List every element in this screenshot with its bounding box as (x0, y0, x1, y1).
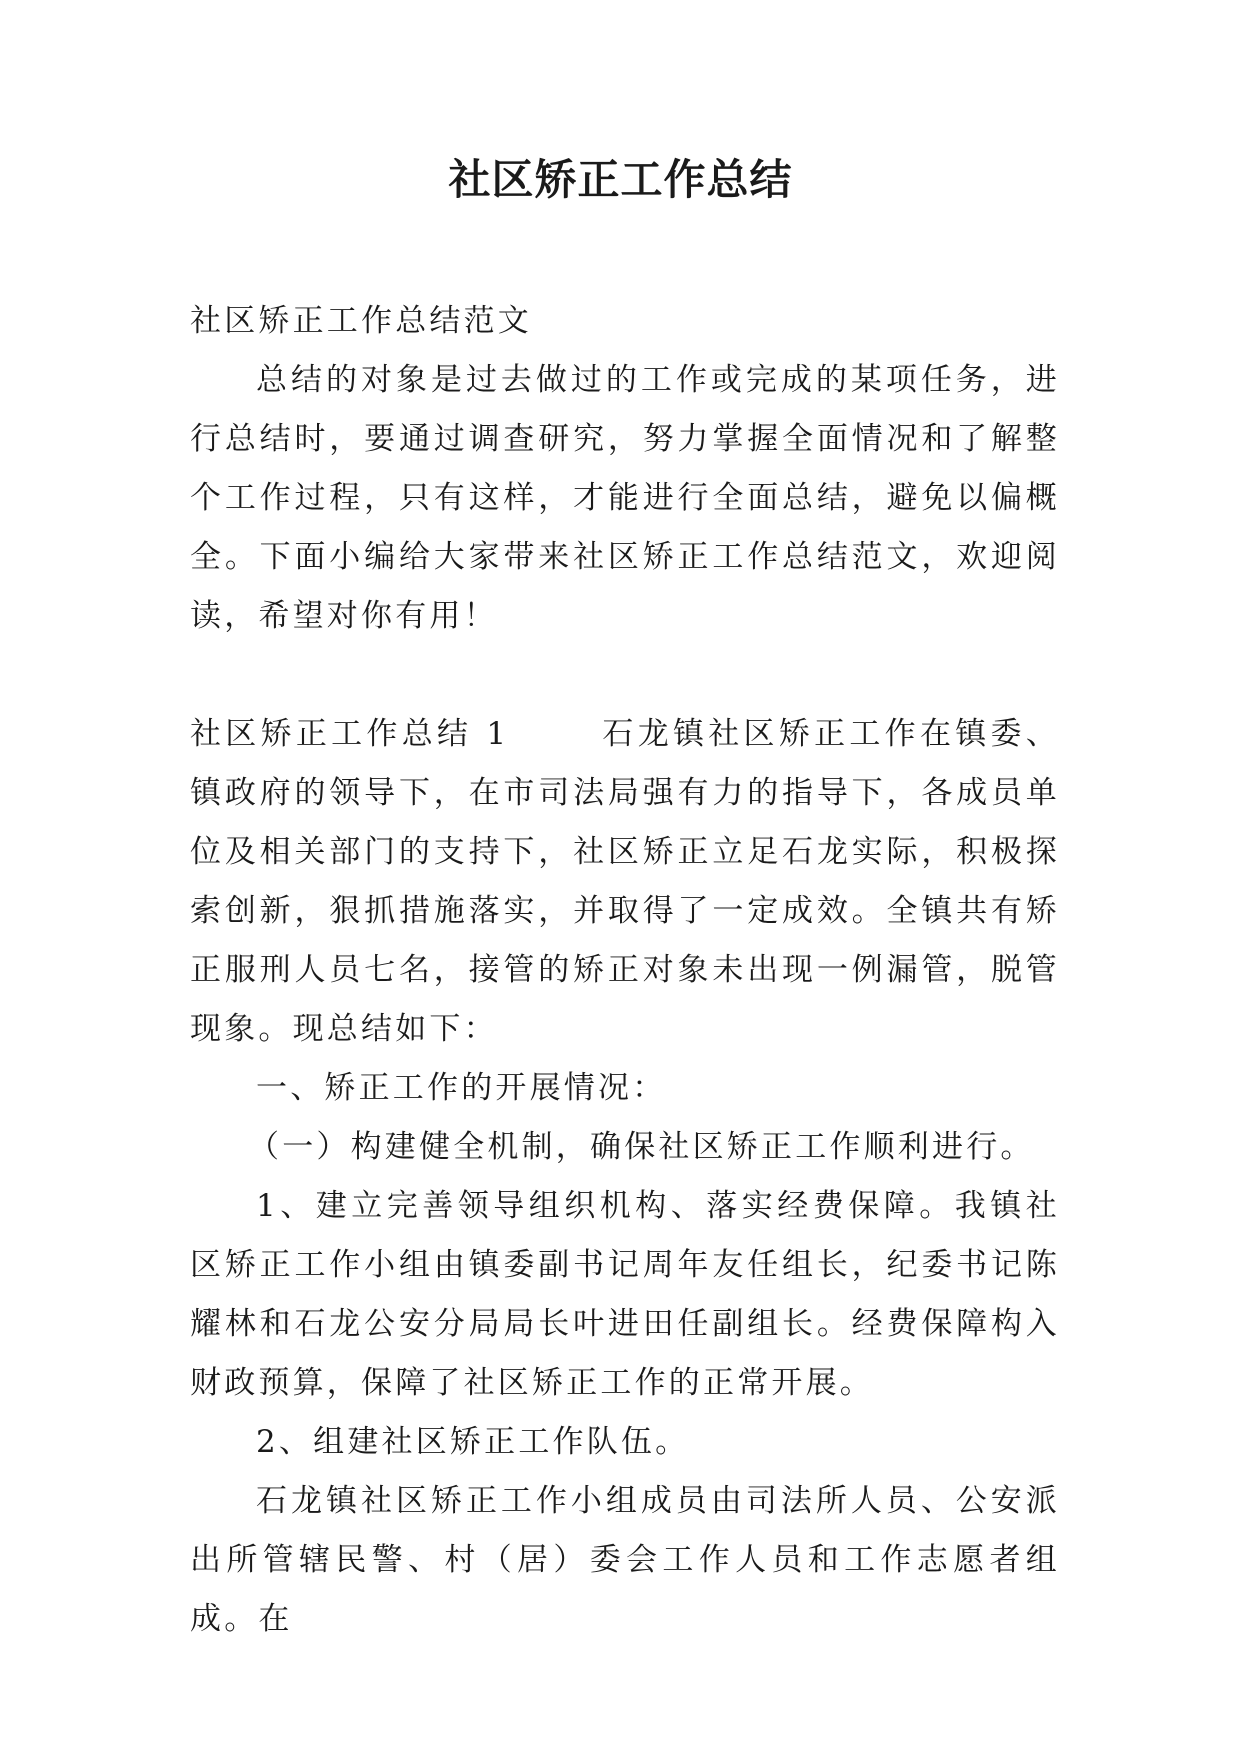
item-2-paragraph: 石龙镇社区矫正工作小组成员由司法所人员、公安派出所管辖民警、村（居）委会工作人员和工作志愿者组成。在 (190, 1483, 1060, 1637)
document-subtitle: 社区矫正工作总结范文 (190, 303, 532, 339)
intro-paragraph: 总结的对象是过去做过的工作或完成的某项任务，进行总结时，要通过调查研究，努力掌握全面情况和了解整个工作过程，只有这样，才能进行全面总结，避免以偏概全。下面小编给大家带来社区矫正工作总结范文，欢迎阅读，希望对你有用！ (190, 362, 1060, 634)
document-body (190, 292, 1060, 1649)
section-1-body: 石龙镇社区矫正工作在镇委、镇政府的领导下，在市司法局强有力的指导下，各成员单位及相关部门的支持下，社区矫正立足石龙实际，积极探索创新，狠抓措施落实，并取得了一定成效。全镇共有矫正服刑人员七名，接管的矫正对象未出现一例漏管，脱管现象。现总结如下： (190, 716, 1060, 1047)
section-1-paragraph (190, 705, 1060, 1059)
item-2-heading: 2、组建社区矫正工作队伍。 (256, 1424, 690, 1460)
heading-1-1: （一）构建健全机制，确保社区矫正工作顺利进行。 (248, 1129, 1035, 1165)
heading-1: 一、矫正工作的开展情况： (256, 1070, 667, 1106)
document-title: 社区矫正工作总结 (448, 155, 793, 204)
paragraph-gap (190, 646, 1060, 705)
item-1-paragraph: 1、建立完善领导组织机构、落实经费保障。我镇社区矫正工作小组由镇委副书记周年友任组长，纪委书记陈耀林和石龙公安分局局长叶进田任副组长。经费保障构入财政预算，保障了社区矫正工作的正常开展。 (190, 1188, 1060, 1401)
section-1-heading: 社区矫正工作总结 1 (190, 716, 510, 752)
